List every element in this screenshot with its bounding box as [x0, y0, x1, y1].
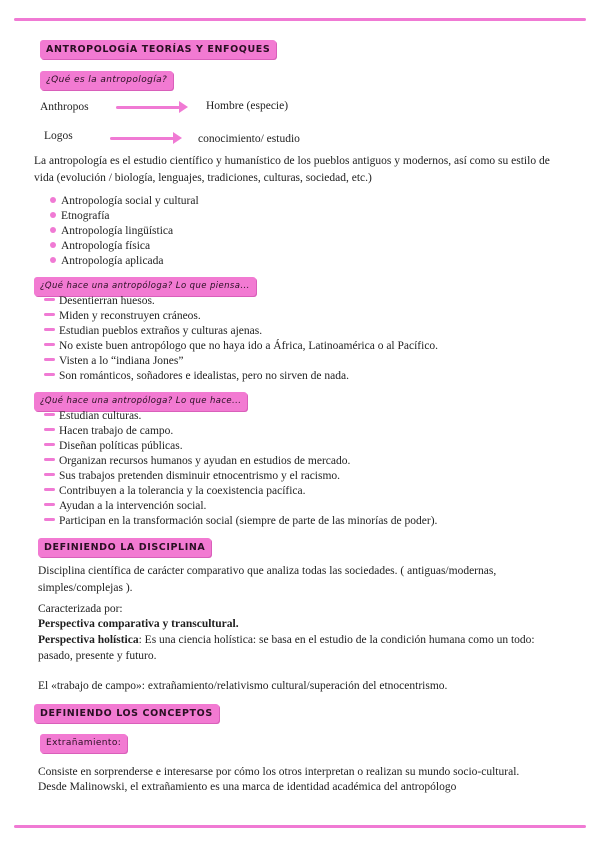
dash-bullet-icon	[44, 413, 55, 416]
list-item: Sus trabajos pretenden disminuir etnocentrismo y el racismo.	[44, 469, 437, 484]
list-item: Ayudan a la intervención social.	[44, 499, 437, 514]
top-divider	[14, 18, 586, 21]
list-item: Antropología física	[50, 239, 199, 254]
perspectiva-holistica: Perspectiva holística: Es una ciencia holística: se basa en el estudio de la condición humana como un todo: pasado, presente y futuro.	[38, 634, 535, 662]
list-item: No existe buen antropólogo que no haya ido a África, Latinoamérica o al Pacífico.	[44, 339, 438, 354]
dash-bullet-icon	[44, 313, 55, 316]
trabajo-campo-line: El «trabajo de campo»: extrañamiento/relativismo cultural/superación del etnocentrismo.	[38, 680, 448, 692]
arrow-icon	[110, 131, 182, 145]
heading-definiendo-conceptos: DEFINIENDO LOS CONCEPTOS	[34, 704, 219, 723]
bottom-divider	[14, 825, 586, 828]
extranamiento-line-2: Desde Malinowski, el extrañamiento es una marca de identidad académica del antropólogo	[38, 781, 457, 793]
subheading-lo-que-piensa: ¿Qué hace una antropóloga? Lo que piensa...	[34, 277, 256, 296]
list-item: Participan en la transformación social (siempre de parte de las minorías de poder).	[44, 514, 437, 529]
dash-bullet-icon	[44, 443, 55, 446]
dash-bullet-icon	[44, 328, 55, 331]
definition-paragraph: La antropología es el estudio científico y humanístico de los pueblos antiguos y modernos, así como su estilo de vida (evolución / biología, lenguajes, tradiciones, culturas, sociedad, etc.)	[34, 155, 550, 184]
list-item: Desentierran huesos.	[44, 294, 438, 309]
etymology-term-logos: Logos	[44, 130, 73, 142]
list-item: Estudian pueblos extraños y culturas ajenas.	[44, 324, 438, 339]
bullet-icon	[50, 212, 56, 218]
list-item: Visten a lo “indiana Jones”	[44, 354, 438, 369]
branches-list	[50, 194, 199, 269]
dash-bullet-icon	[44, 373, 55, 376]
bullet-icon	[50, 227, 56, 233]
dash-bullet-icon	[44, 428, 55, 431]
etymology-meaning-anthropos: Hombre (especie)	[206, 100, 289, 112]
dash-bullet-icon	[44, 343, 55, 346]
list-item: Diseñan políticas públicas.	[44, 439, 437, 454]
dash-bullet-icon	[44, 503, 55, 506]
heading-definiendo-disciplina: DEFINIENDO LA DISCIPLINA	[38, 538, 211, 557]
list-item: Miden y reconstruyen cráneos.	[44, 309, 438, 324]
list-item: Contribuyen a la tolerancia y la coexistencia pacífica.	[44, 484, 437, 499]
bullet-icon	[50, 242, 56, 248]
list-item: Organizan recursos humanos y ayudan en estudios de mercado.	[44, 454, 437, 469]
dash-bullet-icon	[44, 518, 55, 521]
etymology-term-anthropos: Anthropos	[40, 101, 89, 113]
dash-bullet-icon	[44, 298, 55, 301]
main-heading: ANTROPOLOGÍA TEORÍAS Y ENFOQUES	[40, 40, 276, 59]
list-item: Son románticos, soñadores e idealistas, pero no sirven de nada.	[44, 369, 438, 384]
dash-bullet-icon	[44, 473, 55, 476]
bullet-icon	[50, 257, 56, 263]
bullet-icon	[50, 197, 56, 203]
disciplina-paragraph: Disciplina científica de carácter comparativo que analiza todas las sociedades. ( antiguas/modernas, simples/complejas ).	[38, 565, 497, 594]
subheading-extranamiento: Extrañamiento:	[40, 734, 127, 753]
subheading-lo-que-hace: ¿Qué hace una antropóloga? Lo que hace...	[34, 392, 247, 411]
dash-bullet-icon	[44, 458, 55, 461]
list-item: Antropología aplicada	[50, 254, 199, 269]
subheading-que-es: ¿Qué es la antropología?	[40, 71, 173, 90]
list-item: Hacen trabajo de campo.	[44, 424, 437, 439]
etymology-meaning-logos: conocimiento/ estudio	[198, 133, 300, 145]
list-item: Etnografía	[50, 209, 199, 224]
list-item: Estudian culturas.	[44, 409, 437, 424]
perspectiva-comparativa: Perspectiva comparativa y transcultural.	[38, 618, 239, 630]
myths-list	[44, 294, 438, 384]
caracterizada-label: Caracterizada por:	[38, 603, 123, 615]
dash-bullet-icon	[44, 358, 55, 361]
tasks-list	[44, 409, 437, 529]
list-item: Antropología lingüística	[50, 224, 199, 239]
arrow-icon	[116, 100, 188, 114]
extranamiento-line-1: Consiste en sorprenderse e interesarse por cómo los otros interpretan o realizan su mundo socio-cultural.	[38, 766, 520, 778]
list-item: Antropología social y cultural	[50, 194, 199, 209]
dash-bullet-icon	[44, 488, 55, 491]
